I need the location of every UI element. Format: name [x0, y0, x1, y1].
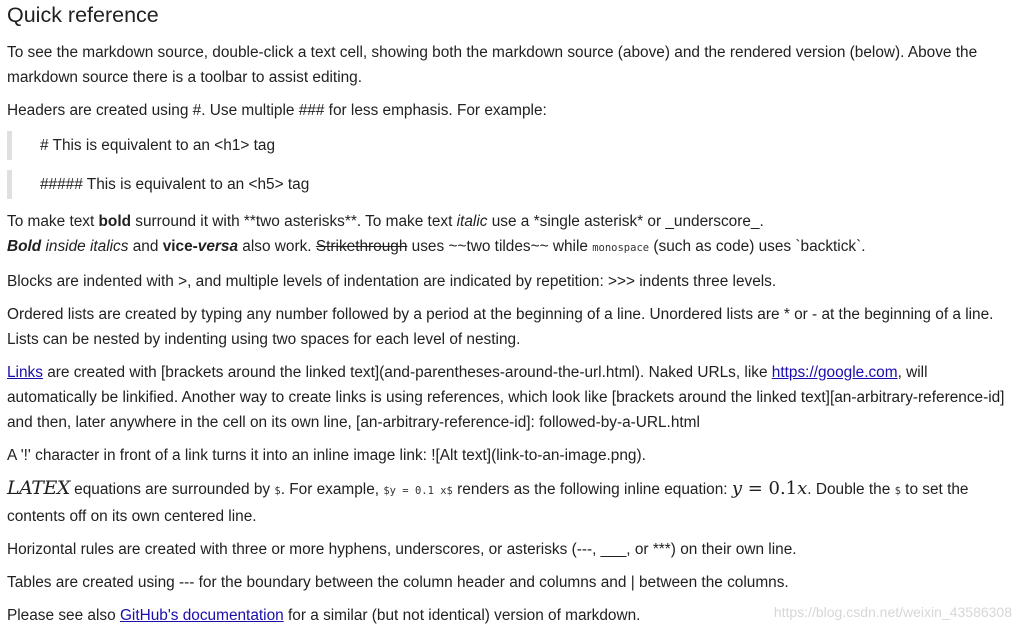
text-run: . For example,: [280, 481, 384, 498]
text-run: use a *single asterisk* or _underscore_.: [487, 213, 764, 230]
latex-example-code: $y = 0.1 x$: [383, 485, 453, 497]
bold-example: vice-: [162, 238, 198, 255]
inline-equation: [732, 478, 807, 499]
text-run: (such as code) uses `backtick`.: [649, 238, 866, 255]
latex-logo: LATEX: [7, 477, 70, 499]
equation-var-y: y: [731, 478, 742, 499]
links-link[interactable]: Links: [7, 364, 43, 381]
bold-italic-example: versa: [197, 238, 239, 255]
markdown-cell: [7, 0, 1015, 636]
latex-paragraph: [7, 476, 1015, 529]
blockquote-h1-example: # This is equivalent to an <h1> tag: [7, 131, 1015, 160]
bold-example: bold: [98, 213, 132, 230]
equation-coefficient: = 0.1: [741, 478, 798, 499]
emphasis-paragraph: [7, 209, 1015, 261]
links-paragraph: [7, 360, 1015, 435]
text-run: To make text: [7, 213, 99, 230]
watermark: https://blog.csdn.net/weixin_43586308: [773, 604, 1012, 620]
github-docs-link[interactable]: GitHub's documentation: [119, 607, 284, 624]
text-run: to set the contents off on its own centered line.: [7, 481, 969, 525]
text-run: surround it with **two asterisks**. To make text: [131, 213, 457, 230]
lists-paragraph: Ordered lists are created by typing any number followed by a period at the beginning of a line. Unordered lists are * or - at the beginning of a line. Lists can be nested by indenting using two spaces for each level of nesting.: [7, 306, 994, 348]
text-run: equations are surrounded by: [69, 481, 275, 498]
text-run: , will automatically be linkified. Another way to create links is using references, which look like [brackets around the linked text][an-arbitrary-reference-id] and then, later anywhere in the cell on its own line, [an-arbitrary-reference-id]: followed-by-a-URL.html: [7, 364, 1005, 431]
headers-paragraph: Headers are created using #. Use multiple ### for less emphasis. For example:: [7, 102, 547, 119]
dollar-code: $: [894, 485, 901, 497]
page-title: Quick reference: [7, 3, 159, 27]
tables-paragraph: Tables are created using --- for the boundary between the column header and columns and | between the columns.: [7, 574, 789, 591]
dollar-code: $: [274, 485, 281, 497]
text-run: also work.: [238, 238, 316, 255]
monospace-example: monospace: [592, 242, 650, 254]
text-run: and: [128, 238, 163, 255]
strikethrough-example: Strikethrough: [315, 238, 408, 255]
text-run: Please see also: [7, 607, 120, 624]
blockquote-h5-example: ##### This is equivalent to an <h5> tag: [7, 170, 1015, 199]
italic-example: inside italics: [41, 238, 129, 255]
text-run: for a similar (but not identical) version of markdown.: [283, 607, 641, 624]
text-run: . Double the: [807, 481, 895, 498]
intro-paragraph: To see the markdown source, double-click a text cell, showing both the markdown source (above) and the rendered version (below). Above the markdown source there is a toolbar to assist editing.: [7, 44, 978, 86]
bold-italic-example: Bold: [7, 238, 42, 255]
text-run: are created with [brackets around the linked text](and-parentheses-around-the-url.html). Naked URLs, like: [42, 364, 772, 381]
text-run: renders as the following inline equation:: [452, 481, 732, 498]
equation-var-x: x: [797, 478, 808, 499]
google-url-link[interactable]: https://google.com: [771, 364, 898, 381]
italic-example: italic: [456, 213, 488, 230]
rules-paragraph: Horizontal rules are created with three or more hyphens, underscores, or asterisks (---, ___, or ***) on their own line.: [7, 541, 797, 558]
blocks-paragraph: Blocks are indented with >, and multiple levels of indentation are indicated by repetition: >>> indents three levels.: [7, 273, 777, 290]
image-link-paragraph: A '!' character in front of a link turns it into an inline image link: ![Alt text](link-to-an-image.png).: [7, 447, 646, 464]
text-run: uses ~~two tildes~~ while: [407, 238, 593, 255]
